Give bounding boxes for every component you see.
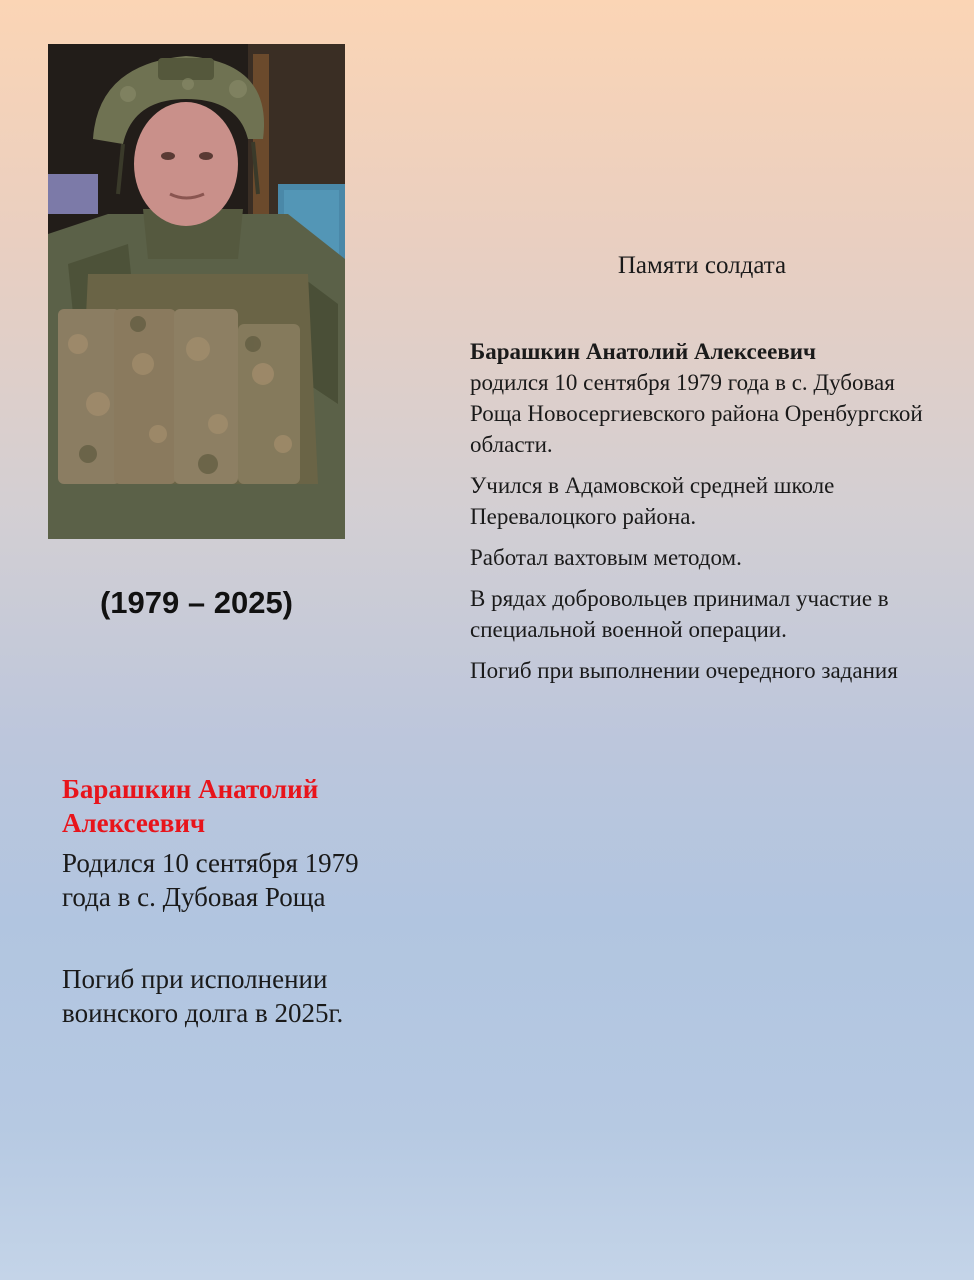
biography-birth — [470, 336, 940, 460]
life-years: (1979 – 2025) — [99, 585, 294, 620]
left-info-card — [62, 772, 362, 1030]
memorial-title: Памяти солдата — [617, 252, 787, 279]
biography-work: Работал вахтовым методом. — [470, 545, 742, 570]
left-death-text: Погиб при исполнении воинского долга в 2025г. — [62, 964, 344, 1028]
biography-death: Погиб при выполнении очередного задания — [470, 658, 898, 683]
biography-name: Барашкин Анатолий Алексеевич — [470, 339, 816, 364]
left-birth-text: Родился 10 сентября 1979 года в с. Дубовая Роща — [62, 848, 359, 912]
soldier-portrait — [48, 44, 345, 539]
biography-service: В рядах добровольцев принимал участие в специальной военной операции. — [470, 586, 889, 642]
left-soldier-name: Барашкин Анатолий Алексеевич — [62, 774, 319, 838]
soldier-portrait-image — [48, 44, 345, 539]
biography-block — [470, 336, 940, 696]
biography-school: Учился в Адамовской средней школе Перевалоцкого района. — [470, 473, 835, 529]
biography-birth-text: родился 10 сентября 1979 года в с. Дубовая Роща Новосергиевского района Оренбургской области. — [470, 370, 923, 457]
